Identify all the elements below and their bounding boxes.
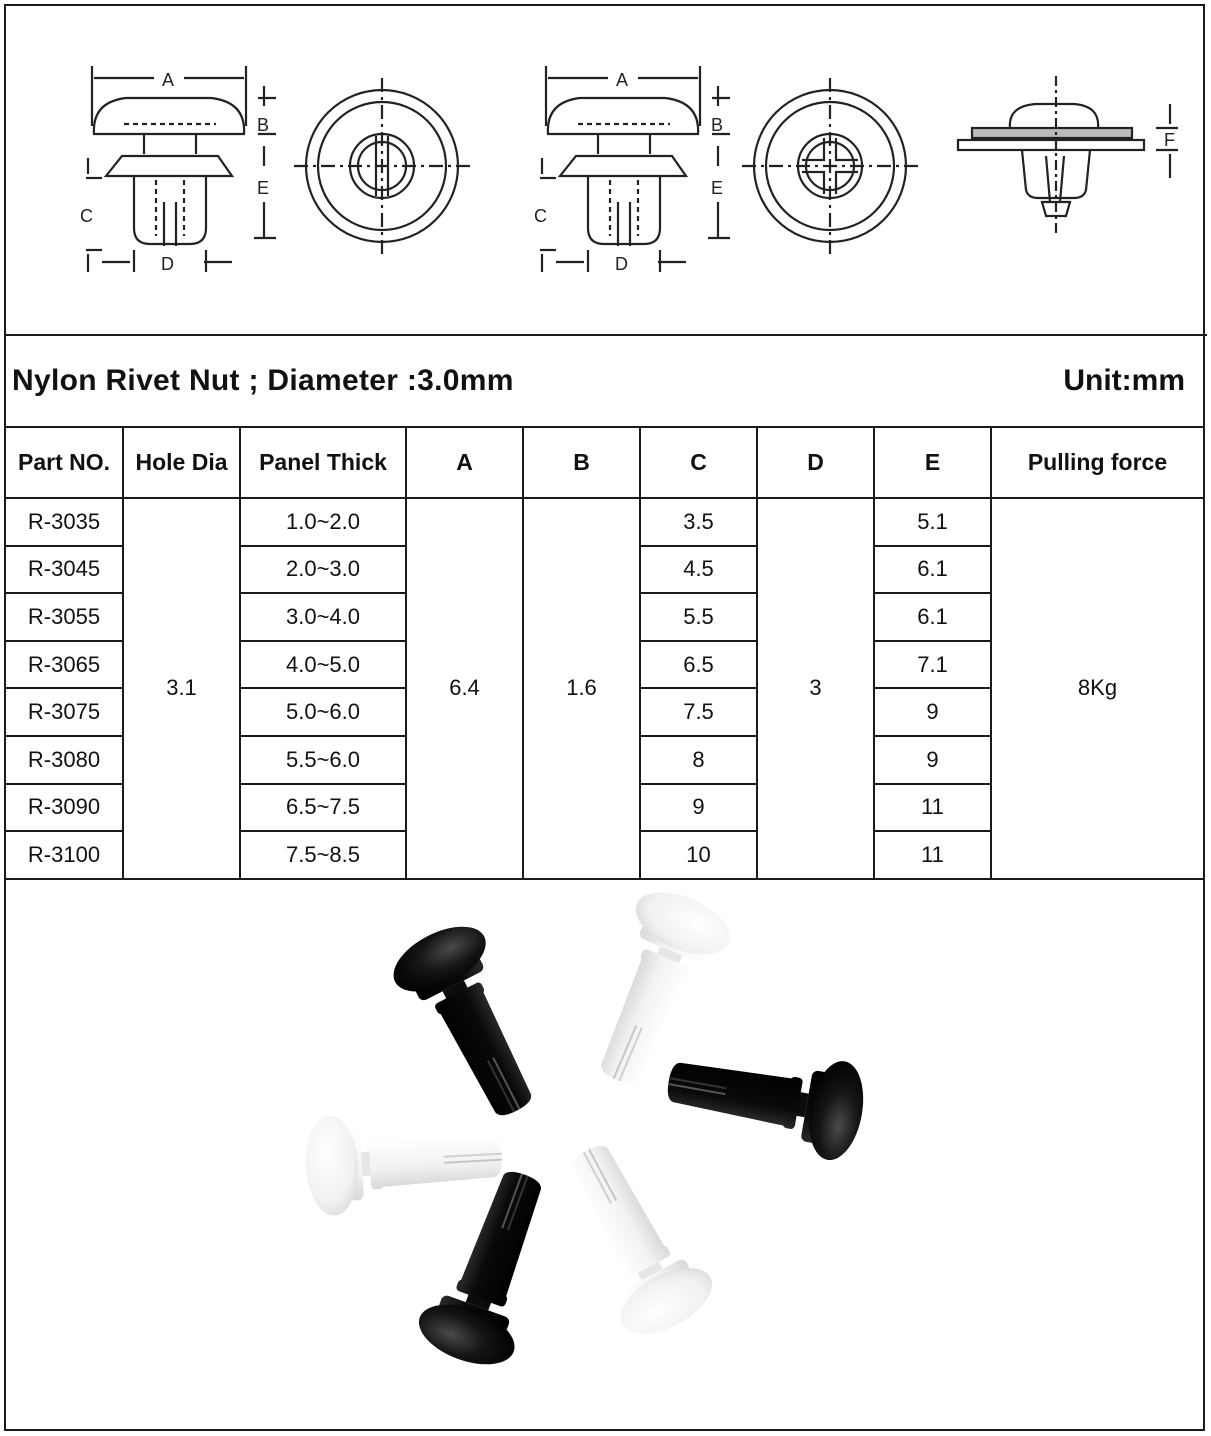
- cell-panel-thick: 5.5~6.0: [240, 736, 406, 784]
- cell-c: 7.5: [640, 688, 757, 736]
- header-b: B: [523, 428, 640, 498]
- cell-panel-thick: 2.0~3.0: [240, 546, 406, 594]
- header-d: D: [757, 428, 874, 498]
- cell-e: 11: [874, 784, 991, 832]
- cell-e: 6.1: [874, 546, 991, 594]
- cell-part-no: R-3075: [6, 688, 123, 736]
- cell-c: 8: [640, 736, 757, 784]
- cell-panel-thick: 5.0~6.0: [240, 688, 406, 736]
- cell-e: 9: [874, 688, 991, 736]
- header-panel-thick: Panel Thick: [240, 428, 406, 498]
- cell-part-no: R-3090: [6, 784, 123, 832]
- cell-c: 5.5: [640, 593, 757, 641]
- white-rivet-bottom-right: [542, 1127, 722, 1347]
- white-rivet-left: [303, 1107, 504, 1217]
- dim-label-e-2: E: [711, 178, 724, 198]
- dim-label-c-2: C: [534, 206, 547, 226]
- dim-label-c: C: [80, 206, 93, 226]
- spec-table: [6, 428, 1203, 880]
- top-view-drawing-1: [294, 78, 470, 254]
- header-part-no: Part NO.: [6, 428, 123, 498]
- dim-label-f: F: [1164, 130, 1175, 150]
- rivet-photo-illustration: [6, 880, 1203, 1431]
- header-e: E: [874, 428, 991, 498]
- title-bar: [6, 336, 1203, 428]
- dim-label-a-2: A: [616, 70, 629, 90]
- header-hole-dia: Hole Dia: [123, 428, 240, 498]
- cell-c: 3.5: [640, 498, 757, 546]
- black-rivet-bottom-left: [411, 1158, 572, 1376]
- cell-pulling-force: 8Kg: [991, 498, 1203, 879]
- dim-label-d-2: D: [615, 254, 628, 274]
- cell-a: 6.4: [406, 498, 523, 879]
- table-header-row: [6, 428, 1203, 498]
- cell-c: 4.5: [640, 546, 757, 594]
- top-view-drawing-2: [742, 78, 918, 254]
- white-rivet-top: [570, 880, 739, 1099]
- cell-part-no: R-3045: [6, 546, 123, 594]
- cell-panel-thick: 7.5~8.5: [240, 831, 406, 879]
- header-pulling-force: Pulling force: [991, 428, 1203, 498]
- cell-part-no: R-3100: [6, 831, 123, 879]
- cell-part-no: R-3035: [6, 498, 123, 546]
- cell-part-no: R-3055: [6, 593, 123, 641]
- cell-e: 6.1: [874, 593, 991, 641]
- cell-panel-thick: 1.0~2.0: [240, 498, 406, 546]
- cell-e: 5.1: [874, 498, 991, 546]
- unit-label: Unit:mm: [1063, 364, 1185, 397]
- spec-sheet: [4, 4, 1205, 1431]
- cell-panel-thick: 4.0~5.0: [240, 641, 406, 689]
- cell-d: 3: [757, 498, 874, 879]
- cell-e: 9: [874, 736, 991, 784]
- cell-c: 10: [640, 831, 757, 879]
- cell-part-no: R-3080: [6, 736, 123, 784]
- black-rivet-top-left: [383, 913, 561, 1133]
- cell-c: 6.5: [640, 641, 757, 689]
- cell-c: 9: [640, 784, 757, 832]
- dim-label-e: E: [257, 178, 270, 198]
- product-title: Nylon Rivet Nut ; Diameter :3.0mm: [12, 364, 514, 397]
- cell-part-no: R-3065: [6, 641, 123, 689]
- cell-panel-thick: 3.0~4.0: [240, 593, 406, 641]
- technical-drawings: [6, 6, 1207, 336]
- drawing-canvas: [6, 6, 1203, 334]
- dim-label-b: B: [257, 115, 270, 135]
- side-view-drawing-1: [86, 66, 276, 272]
- dim-label-a: A: [162, 70, 175, 90]
- dim-label-d: D: [161, 254, 174, 274]
- installed-view-drawing: [958, 76, 1178, 234]
- dim-label-b-2: B: [711, 115, 724, 135]
- product-photo: [6, 880, 1203, 1431]
- header-c: C: [640, 428, 757, 498]
- side-view-drawing-2: [540, 66, 730, 272]
- cell-e: 7.1: [874, 641, 991, 689]
- header-a: A: [406, 428, 523, 498]
- cell-e: 11: [874, 831, 991, 879]
- cell-hole-dia: 3.1: [123, 498, 240, 879]
- cell-panel-thick: 6.5~7.5: [240, 784, 406, 832]
- cell-b: 1.6: [523, 498, 640, 879]
- black-rivet-right: [660, 1032, 870, 1165]
- table-row: [6, 498, 1203, 546]
